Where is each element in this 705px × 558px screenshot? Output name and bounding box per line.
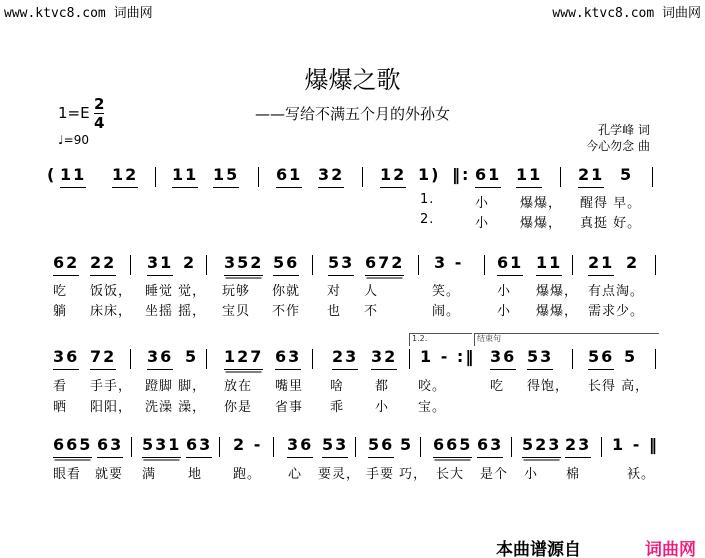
lyric-syllable: 棉 (566, 467, 581, 482)
lyric-syllable: 爆爆， (520, 216, 563, 231)
bar-line (601, 437, 602, 457)
volta-1-2-label: 1.2. (412, 334, 428, 343)
note-group: 1 - :‖ (420, 347, 476, 366)
lyric-syllable: 放在 (224, 379, 253, 394)
note-group: 2 (626, 253, 640, 272)
lyric-syllable: 吃 (53, 284, 68, 299)
lyric-syllable: 小 (524, 467, 539, 482)
bar-line (273, 437, 274, 457)
lyric-syllable: 乖 (330, 400, 345, 415)
note-group: 11 (172, 165, 198, 188)
note-group: 11 (60, 165, 86, 188)
note-group: 23 (332, 347, 358, 370)
note-group: 53 (527, 347, 553, 370)
note-group: 11 (516, 165, 542, 188)
lyric-syllable: 爆爆， (536, 304, 579, 319)
note-group: 12 (112, 165, 138, 188)
note-group: 63 (477, 435, 503, 458)
note-group: 665 (53, 435, 92, 458)
lyric-syllable: 笑。 (432, 284, 461, 299)
note-group: 352 (224, 253, 263, 276)
note-group: 5 (624, 347, 638, 366)
note-group: 61 (276, 165, 302, 188)
bar-line (355, 437, 356, 457)
bar-line (484, 255, 485, 275)
lyric-syllable: 得饱， (527, 379, 570, 394)
lyric-syllable: 手要 巧， (366, 467, 428, 482)
lyric-syllable: 啥 (330, 379, 345, 394)
watermark-left: www.ktvc8.com 词曲网 (4, 6, 153, 21)
lyric-syllable: 长得 高， (588, 379, 650, 394)
bar-line (655, 349, 656, 369)
lyric-syllable: 不 (364, 304, 379, 319)
bar-line (420, 437, 421, 457)
note-group: 36 (147, 347, 173, 370)
lyric-syllable: 你是 (224, 400, 253, 415)
note-group: 523 (522, 435, 561, 458)
lyric-syllable: 不作 (272, 304, 301, 319)
footer-source: 本曲谱源自 (496, 540, 581, 558)
lyric-syllable: 小 (497, 304, 512, 319)
bar-line (418, 255, 419, 275)
note-group: 56 (368, 435, 394, 458)
note-group: 56 (588, 347, 614, 370)
lyric-syllable: 要灵， (318, 467, 361, 482)
lyric-syllable: 咬。 (418, 379, 447, 394)
lyric-syllable: 人 (364, 284, 379, 299)
bar-line (130, 349, 131, 369)
lyric-syllable: 坐摇 摇， (145, 304, 207, 319)
lyric-syllable: 躺 (53, 304, 68, 319)
lyric-syllable: 小 (475, 216, 490, 231)
note-group: 72 (90, 347, 116, 370)
lyric-syllable: 睡觉 觉， (145, 284, 207, 299)
bar-line (409, 349, 410, 369)
bar-line (312, 255, 313, 275)
volta-1-2 (409, 333, 472, 346)
bar-line (362, 167, 363, 187)
note-group: 31 (147, 253, 173, 276)
lyric-syllable: 晒 (53, 400, 68, 415)
lyric-syllable: 对 (327, 284, 342, 299)
lyric-syllable: 小 (497, 284, 512, 299)
note-group: 63 (97, 435, 123, 458)
time-bottom: 4 (94, 114, 105, 132)
song-subtitle: ——写给不满五个月的外孙女 (255, 105, 451, 123)
lyric-syllable: 地 (188, 467, 203, 482)
note-group: 63 (275, 347, 301, 370)
note-group: ( (47, 165, 57, 184)
lyric-syllable: 嘴里 (275, 379, 304, 394)
note-group: 5 (400, 435, 414, 454)
lyric-syllable: 是个 (480, 467, 509, 482)
lyric-syllable: 也 (327, 304, 342, 319)
note-group: 5 (185, 347, 199, 366)
lyric-syllable: 宝。 (418, 400, 447, 415)
lyric-syllable: 蹬脚 脚， (145, 379, 207, 394)
lyric-syllable: 闹。 (432, 304, 461, 319)
note-group: 32 (371, 347, 397, 370)
bar-line (655, 255, 656, 275)
note-group: 1) (418, 165, 441, 184)
note-group: 127 (224, 347, 263, 370)
bar-line (652, 167, 653, 187)
note-group: 63 (186, 435, 212, 458)
note-group: 11 (536, 253, 562, 276)
bar-line (155, 167, 156, 187)
note-group: 36 (53, 347, 79, 370)
time-signature (94, 96, 104, 131)
bar-line (131, 437, 132, 457)
note-group: 36 (490, 347, 516, 370)
note-group: 61 (475, 165, 501, 188)
note-group: 5 (620, 165, 634, 184)
note-group: 3 - (434, 253, 464, 272)
note-group: 53 (328, 253, 354, 276)
bar-line (572, 255, 573, 275)
footer-brand: 词曲网 (645, 540, 696, 558)
volta-ending (474, 333, 659, 346)
bar-line (560, 167, 561, 187)
composer: 今心勿念 曲 (586, 139, 650, 153)
lyric-syllable: 阳阳， (90, 400, 133, 415)
bar-line (219, 437, 220, 457)
bar-line (312, 349, 313, 369)
note-group: 12 (380, 165, 406, 188)
note-group: 21 (588, 253, 614, 276)
lyric-syllable: 有点淘。 (588, 284, 645, 299)
note-group: 22 (90, 253, 116, 276)
note-group: 1 - ‖ (612, 435, 659, 454)
lyric-syllable: 宝贝 (222, 304, 251, 319)
lyric-syllable: 都 (375, 379, 390, 394)
lyric-syllable: 爆爆， (520, 196, 563, 211)
note-group: ‖: (452, 165, 471, 184)
note-group: 21 (578, 165, 604, 188)
lyric-syllable: 看 (53, 379, 68, 394)
volta-ending-label: 结束句 (477, 334, 501, 343)
lyricist: 孔学峰 词 (598, 123, 650, 137)
note-group: 56 (273, 253, 299, 276)
note-group: 672 (365, 253, 404, 276)
lyric-syllable: 省事 (275, 400, 304, 415)
lyric-syllable: 袄。 (627, 467, 656, 482)
note-group: 23 (565, 435, 591, 458)
lyric-syllable: 长大 (436, 467, 465, 482)
lyric-syllable: 心 (288, 467, 303, 482)
lyric-syllable: 你就 (272, 284, 301, 299)
key-signature: 1=E (58, 104, 90, 122)
lyric-syllable: 洗澡 澡， (145, 400, 207, 415)
lyric-syllable: 2. (420, 212, 435, 227)
bar-line (130, 255, 131, 275)
lyric-syllable: 眼看 (53, 467, 82, 482)
bar-line (206, 349, 207, 369)
note-group: 2 - (233, 435, 263, 454)
lyric-syllable: 小 (375, 400, 390, 415)
lyric-syllable: 饭饭， (90, 284, 133, 299)
lyric-syllable: 手手， (90, 379, 133, 394)
note-group: 32 (318, 165, 344, 188)
note-group: 665 (433, 435, 472, 458)
note-group: 531 (142, 435, 181, 458)
lyric-syllable: 床床， (90, 304, 133, 319)
bar-line (572, 349, 573, 369)
lyric-syllable: 满 (142, 467, 157, 482)
lyric-syllable: 真挺 好。 (580, 216, 642, 231)
lyric-syllable: 需求少。 (588, 304, 645, 319)
bar-line (511, 437, 512, 457)
note-group: 36 (287, 435, 313, 458)
watermark-right: www.ktvc8.com 词曲网 (552, 6, 701, 21)
note-group: 61 (497, 253, 523, 276)
note-group: 15 (213, 165, 239, 188)
note-group: 62 (53, 253, 79, 276)
song-title: 爆爆之歌 (304, 66, 401, 94)
lyric-syllable: 醒得 早。 (580, 196, 642, 211)
lyric-syllable: 爆爆， (536, 284, 579, 299)
lyric-syllable: 吃 (490, 379, 505, 394)
bar-line (206, 255, 207, 275)
lyric-syllable: 小 (475, 196, 490, 211)
time-top: 2 (94, 95, 105, 113)
bar-line (258, 167, 259, 187)
note-group: 53 (322, 435, 348, 458)
tempo-marking: ♩=90 (58, 133, 89, 147)
lyric-syllable: 就要 (95, 467, 124, 482)
lyric-syllable: 玩够 (222, 284, 251, 299)
note-group: 2 (183, 253, 197, 272)
lyric-syllable: 1. (420, 192, 435, 207)
lyric-syllable: 跑。 (233, 467, 262, 482)
